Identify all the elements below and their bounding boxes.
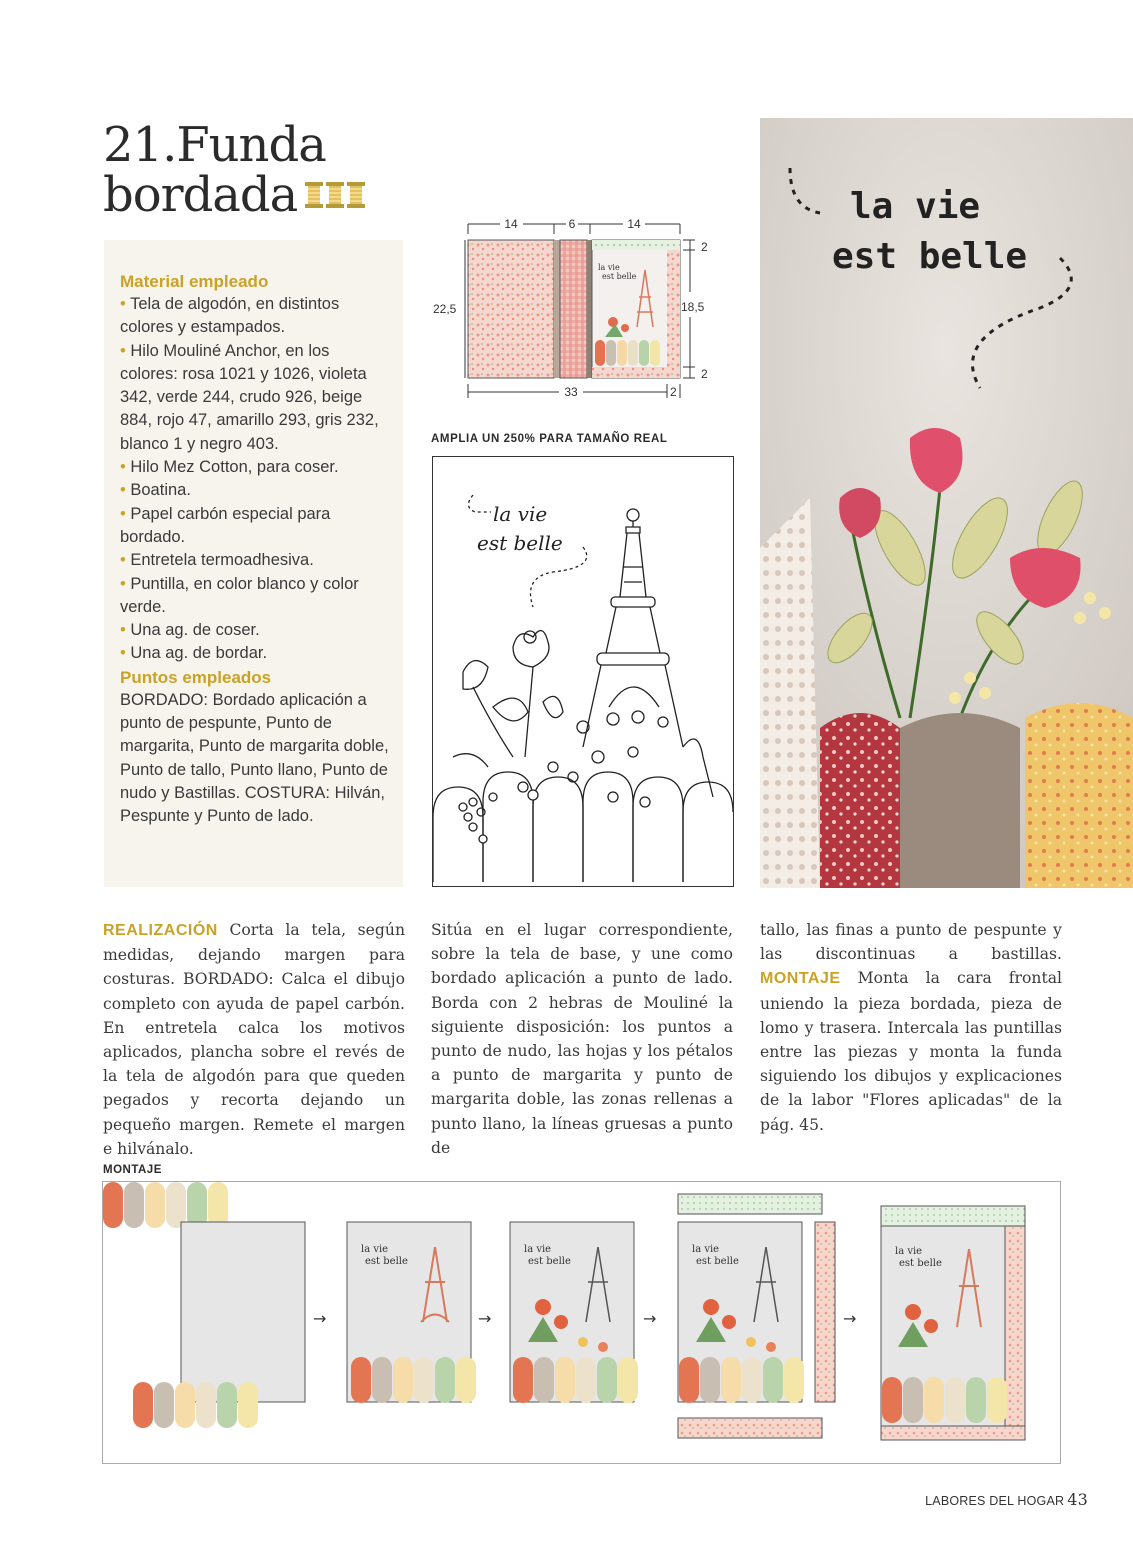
material-item-text: Hilo Mez Cotton, para coser. (130, 458, 339, 477)
dim-top-3: 14 (627, 217, 641, 231)
material-item (120, 293, 389, 340)
dimension-diagram (425, 212, 725, 412)
material-item (120, 619, 389, 642)
material-item-text: Hilo Mouliné Anchor, en los colores: rosa 1021 y 1026, violeta 342, verde 244, crudo 926, beige 884, rojo 47, amarillo 293, gris 232, blanco 1 y negro 403. (120, 341, 379, 453)
dim-left: 22,5 (433, 302, 457, 316)
material-item (120, 503, 389, 550)
mini-text-1: la vie (598, 263, 620, 272)
title-line-1: 21.Funda (103, 117, 326, 173)
pattern-text-2: est belle (477, 531, 563, 555)
title-line-2 (103, 167, 423, 223)
col1-text: Corta la tela, según medidas, dejando margen para costuras. BORDADO: Calca el dibujo completo con ayuda de papel carbón. En entretela calca los motivos aplicados, plancha sobre el revés de la tela de algodón para que queden pegados y recorta dejando un pequeño margen. Remete el margen e hilvánalo. (103, 921, 405, 1158)
dim-bottom: 33 (564, 385, 578, 399)
materials-heading: Material empleado (120, 272, 269, 291)
embroidery-pattern (432, 456, 734, 887)
bullet-icon: • (120, 481, 126, 500)
montaje-heading: MONTAJE (760, 970, 841, 988)
material-item-text: Una ag. de bordar. (130, 644, 268, 663)
page-footer (925, 1490, 1088, 1509)
dim-bottom-right: 2 (670, 385, 677, 399)
step2-text-1: la vie (361, 1244, 389, 1255)
magazine-name: LABORES DEL HOGAR (925, 1494, 1065, 1508)
page-number: 43 (1067, 1490, 1088, 1509)
material-item-text: Puntilla, en color blanco y color verde. (120, 574, 359, 616)
product-photo (760, 118, 1133, 888)
bullet-icon: • (120, 504, 126, 523)
dim-right-top: 2 (701, 240, 708, 254)
material-item (120, 573, 389, 620)
mini-text-2: est belle (602, 272, 637, 281)
step2-text-2: est belle (365, 1256, 408, 1267)
bullet-icon: • (120, 621, 126, 640)
arrow-icon: → (478, 1309, 492, 1328)
step4-text-2: est belle (696, 1256, 739, 1267)
material-item (120, 479, 389, 502)
dim-right-bottom: 2 (701, 367, 708, 381)
step3-text-1: la vie (524, 1244, 552, 1255)
embroidered-cover-image (760, 118, 1133, 888)
material-item (120, 549, 389, 572)
arrow-icon: → (313, 1309, 327, 1328)
materials-box (104, 240, 403, 887)
spool-icon (347, 182, 365, 208)
dim-top-2: 6 (568, 217, 576, 231)
pattern-drawing (433, 457, 733, 886)
step3-text-2: est belle (528, 1256, 571, 1267)
col3-text-a: tallo, las finas a punto de pespunte y las discontinuas a bastillas. (760, 921, 1062, 964)
realizacion-heading: REALIZACIÓN (103, 922, 218, 939)
spool-icon (305, 182, 323, 208)
step5-text-2: est belle (899, 1258, 942, 1269)
bullet-icon: • (120, 574, 126, 593)
spool-icon (326, 182, 344, 208)
bullet-icon: • (120, 551, 126, 570)
pattern-label: AMPLIA UN 250% PARA TAMAÑO REAL (431, 433, 668, 445)
stitches-heading: Puntos empleados (120, 667, 272, 687)
assembly-steps (103, 1182, 1059, 1462)
bullet-icon: • (120, 295, 126, 313)
material-item-text: Entretela termoadhesiva. (130, 551, 314, 570)
materials-list (120, 293, 389, 666)
material-item-text: Una ag. de coser. (130, 621, 260, 640)
dim-right-mid: 18,5 (681, 300, 705, 314)
material-item-text: Boatina. (130, 481, 191, 500)
stitches-text: BORDADO: Bordado aplicación a punto de pespunte, Punto de margarita, Punto de margarita doble, Punto de tallo, Punto llano, Punto de nudo y Bastillas. COSTURA: Hilván, Pespunte y Punto de lado. (120, 690, 389, 826)
article-title (103, 117, 423, 223)
arrow-icon: → (843, 1309, 857, 1328)
step5-text-1: la vie (895, 1246, 923, 1257)
col3-text-b: Monta la cara frontal uniendo la pieza bordada, pieza de lomo y trasera. Intercala las puntillas entre las piezas y monta la funda siguiendo los dibujos y explicaciones de la labor "Flores aplicadas" de la pág. 45. (760, 969, 1062, 1134)
bullet-icon: • (120, 341, 126, 360)
photo-text-1: la vie (850, 186, 981, 227)
material-item (120, 340, 389, 456)
photo-text-2: est belle (832, 236, 1028, 277)
bullet-icon: • (120, 458, 126, 477)
material-item-text: Papel carbón especial para bordado. (120, 504, 331, 546)
difficulty-spools-icon (305, 182, 365, 208)
bullet-icon: • (120, 644, 126, 663)
col2-text: Sitúa en el lugar correspondiente, sobre la tela de base, y une como bordado aplicación a punto de lado. Borda con 2 hebras de Mouliné la siguiente disposición: los puntos a punto de nudo, las hojas y los pétalos a punto de margarita y punto de margarita doble, las zonas rellenas a punto llano, la líneas gruesas a punto de (431, 921, 733, 1157)
body-column-3 (760, 918, 1062, 1137)
arrow-icon: → (643, 1309, 657, 1328)
step4-text-1: la vie (692, 1244, 720, 1255)
body-column-1 (103, 918, 405, 1161)
pattern-text-1: la vie (493, 502, 548, 526)
material-item (120, 642, 389, 665)
material-item (120, 456, 389, 479)
dim-top-1: 14 (504, 217, 518, 231)
montaje-label: MONTAJE (103, 1164, 162, 1176)
body-column-2 (431, 918, 733, 1160)
assembly-diagram (102, 1181, 1061, 1464)
material-item-text: Tela de algodón, en distintos colores y estampados. (120, 295, 340, 337)
title-line-2-text: bordada (103, 167, 298, 223)
